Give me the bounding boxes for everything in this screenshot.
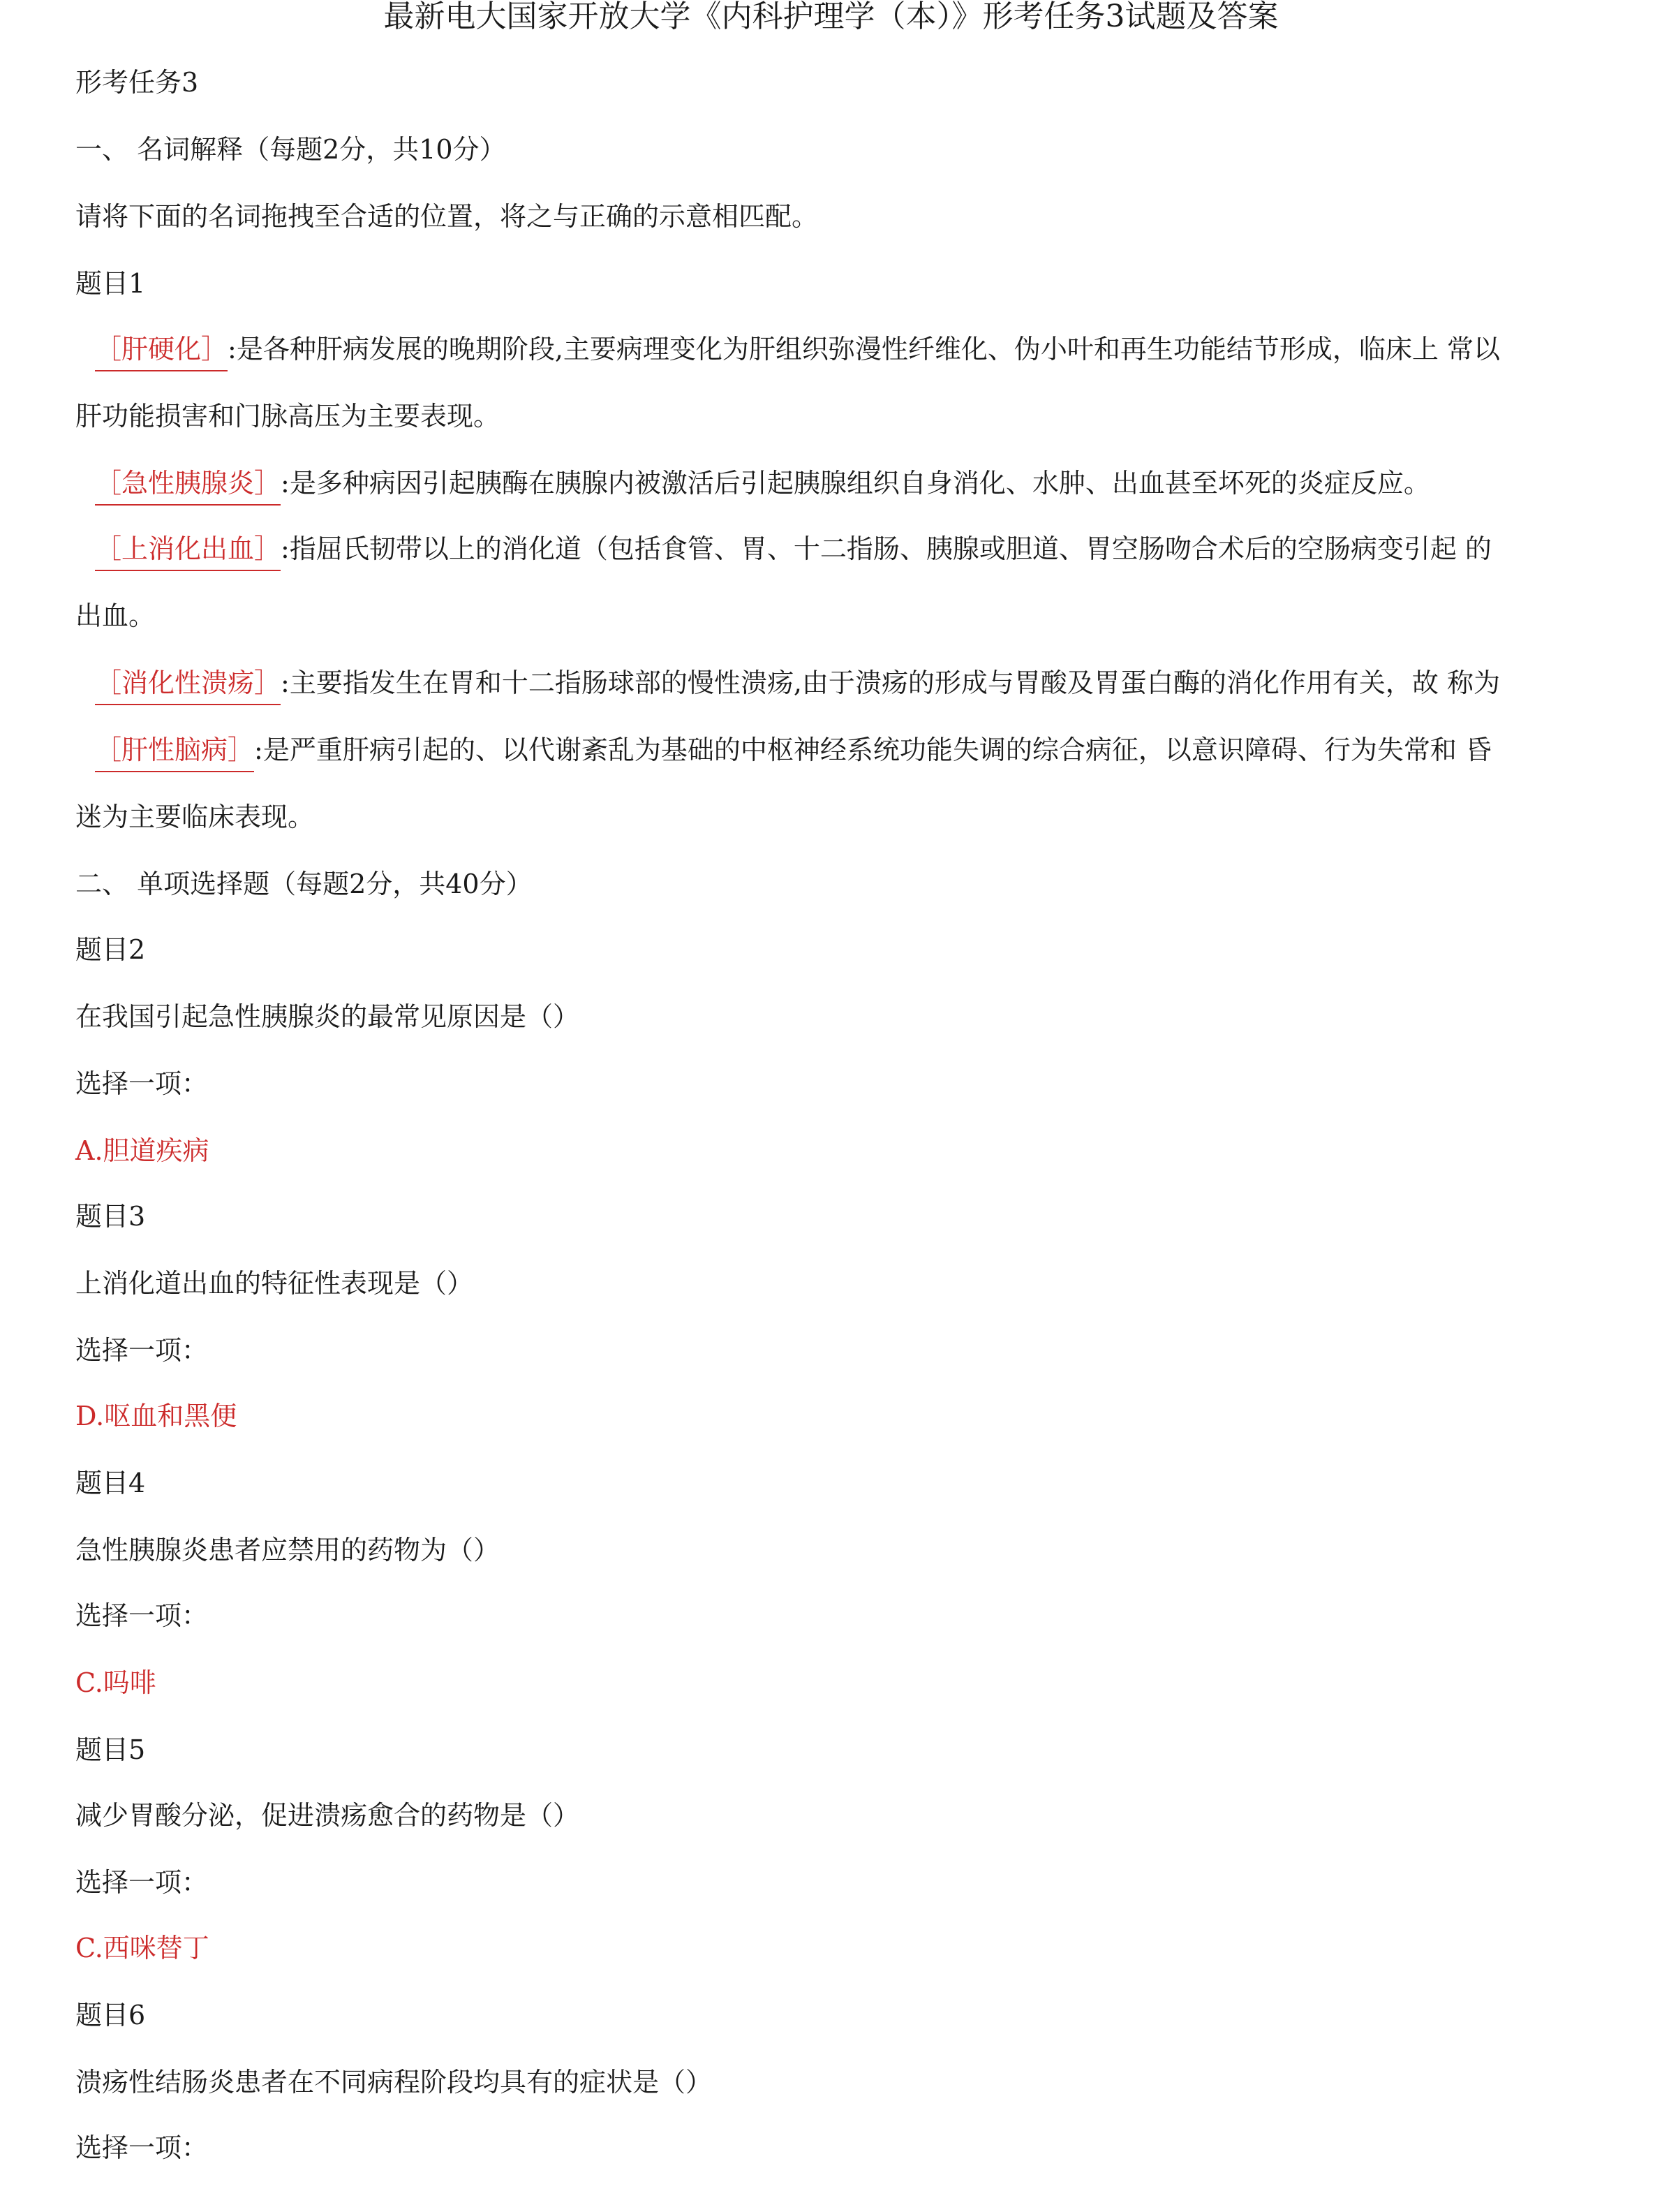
term-drop-target[interactable]: ［急性胰腺炎］ bbox=[95, 466, 281, 506]
term-definition: :是各种肝病发展的晚期阶段,主要病理变化为肝组织弥漫性纤维化、伪小叶和再生功能结节形成，临床上 常以 bbox=[228, 334, 1500, 364]
answer-option[interactable]: D.呕血和黑便 bbox=[75, 1401, 237, 1431]
question-text: 急性胰腺炎患者应禁用的药物为（） bbox=[75, 1535, 500, 1565]
term-definition: :指屈氏韧带以上的消化道（包括食管、胃、十二指肠、胰腺或胆道、胃空肠吻合术后的空肠病变引起 的 bbox=[281, 533, 1492, 564]
term-definition: :主要指发生在胃和十二指肠球部的慢性溃疡,由于溃疡的形成与胃酸及胃蛋白酶的消化作用有关，故 称为 bbox=[281, 668, 1500, 698]
term-definition: :是多种病因引起胰酶在胰腺内被激活后引起胰腺组织自身消化、水肿、出血甚至坏死的炎症反应。 bbox=[281, 468, 1430, 499]
question-label: 题目4 bbox=[75, 1468, 146, 1498]
question-text: 在我国引起急性胰腺炎的最常见原因是（） bbox=[75, 1001, 580, 1032]
term-item bbox=[95, 532, 1492, 571]
question-label: 题目6 bbox=[75, 2000, 146, 2030]
question-label: 题目3 bbox=[75, 1201, 146, 1232]
section1-heading: 一、 名词解释（每题2分，共10分） bbox=[75, 134, 506, 165]
term-item bbox=[95, 666, 1500, 705]
term-item bbox=[95, 466, 1430, 506]
choose-one-label: 选择一项： bbox=[75, 1867, 209, 1898]
term-drop-target[interactable]: ［肝硬化］ bbox=[95, 332, 228, 371]
choose-one-label: 选择一项： bbox=[75, 1335, 209, 1366]
answer-option[interactable]: A.胆道疾病 bbox=[75, 1135, 209, 1166]
term-definition-cont: 肝功能损害和门脉高压为主要表现。 bbox=[75, 401, 500, 432]
question-text: 减少胃酸分泌，促进溃疡愈合的药物是（） bbox=[75, 1800, 580, 1831]
term-definition: :是严重肝病引起的、以代谢紊乱为基础的中枢神经系统功能失调的综合病征，以意识障碍、行为失常和 昏 bbox=[254, 735, 1492, 765]
choose-one-label: 选择一项： bbox=[75, 1068, 209, 1099]
question-text: 溃疡性结肠炎患者在不同病程阶段均具有的症状是（） bbox=[75, 2067, 713, 2097]
document-title: 最新电大国家开放大学《内科护理学（本）》形考任务3试题及答案 bbox=[383, 0, 1279, 34]
choose-one-label: 选择一项： bbox=[75, 2132, 209, 2163]
term-item bbox=[95, 733, 1492, 772]
question-label: 题目1 bbox=[75, 268, 146, 299]
question-label: 题目5 bbox=[75, 1734, 146, 1765]
term-item bbox=[95, 332, 1500, 371]
choose-one-label: 选择一项： bbox=[75, 1600, 209, 1631]
answer-option[interactable]: C.西咪替丁 bbox=[75, 1933, 209, 1963]
term-drop-target[interactable]: ［上消化出血］ bbox=[95, 532, 281, 571]
term-definition-cont: 迷为主要临床表现。 bbox=[75, 802, 315, 832]
term-definition-cont: 出血。 bbox=[75, 600, 156, 631]
question-label: 题目2 bbox=[75, 934, 146, 965]
task-label: 形考任务3 bbox=[75, 67, 199, 98]
answer-option[interactable]: C.吗啡 bbox=[75, 1667, 156, 1698]
term-drop-target[interactable]: ［肝性脑病］ bbox=[95, 733, 254, 772]
section1-instruction: 请将下面的名词拖拽至合适的位置，将之与正确的示意相匹配。 bbox=[75, 201, 819, 232]
term-drop-target[interactable]: ［消化性溃疡］ bbox=[95, 666, 281, 705]
question-text: 上消化道出血的特征性表现是（） bbox=[75, 1268, 474, 1299]
section2-heading: 二、 单项选择题（每题2分，共40分） bbox=[75, 869, 533, 899]
